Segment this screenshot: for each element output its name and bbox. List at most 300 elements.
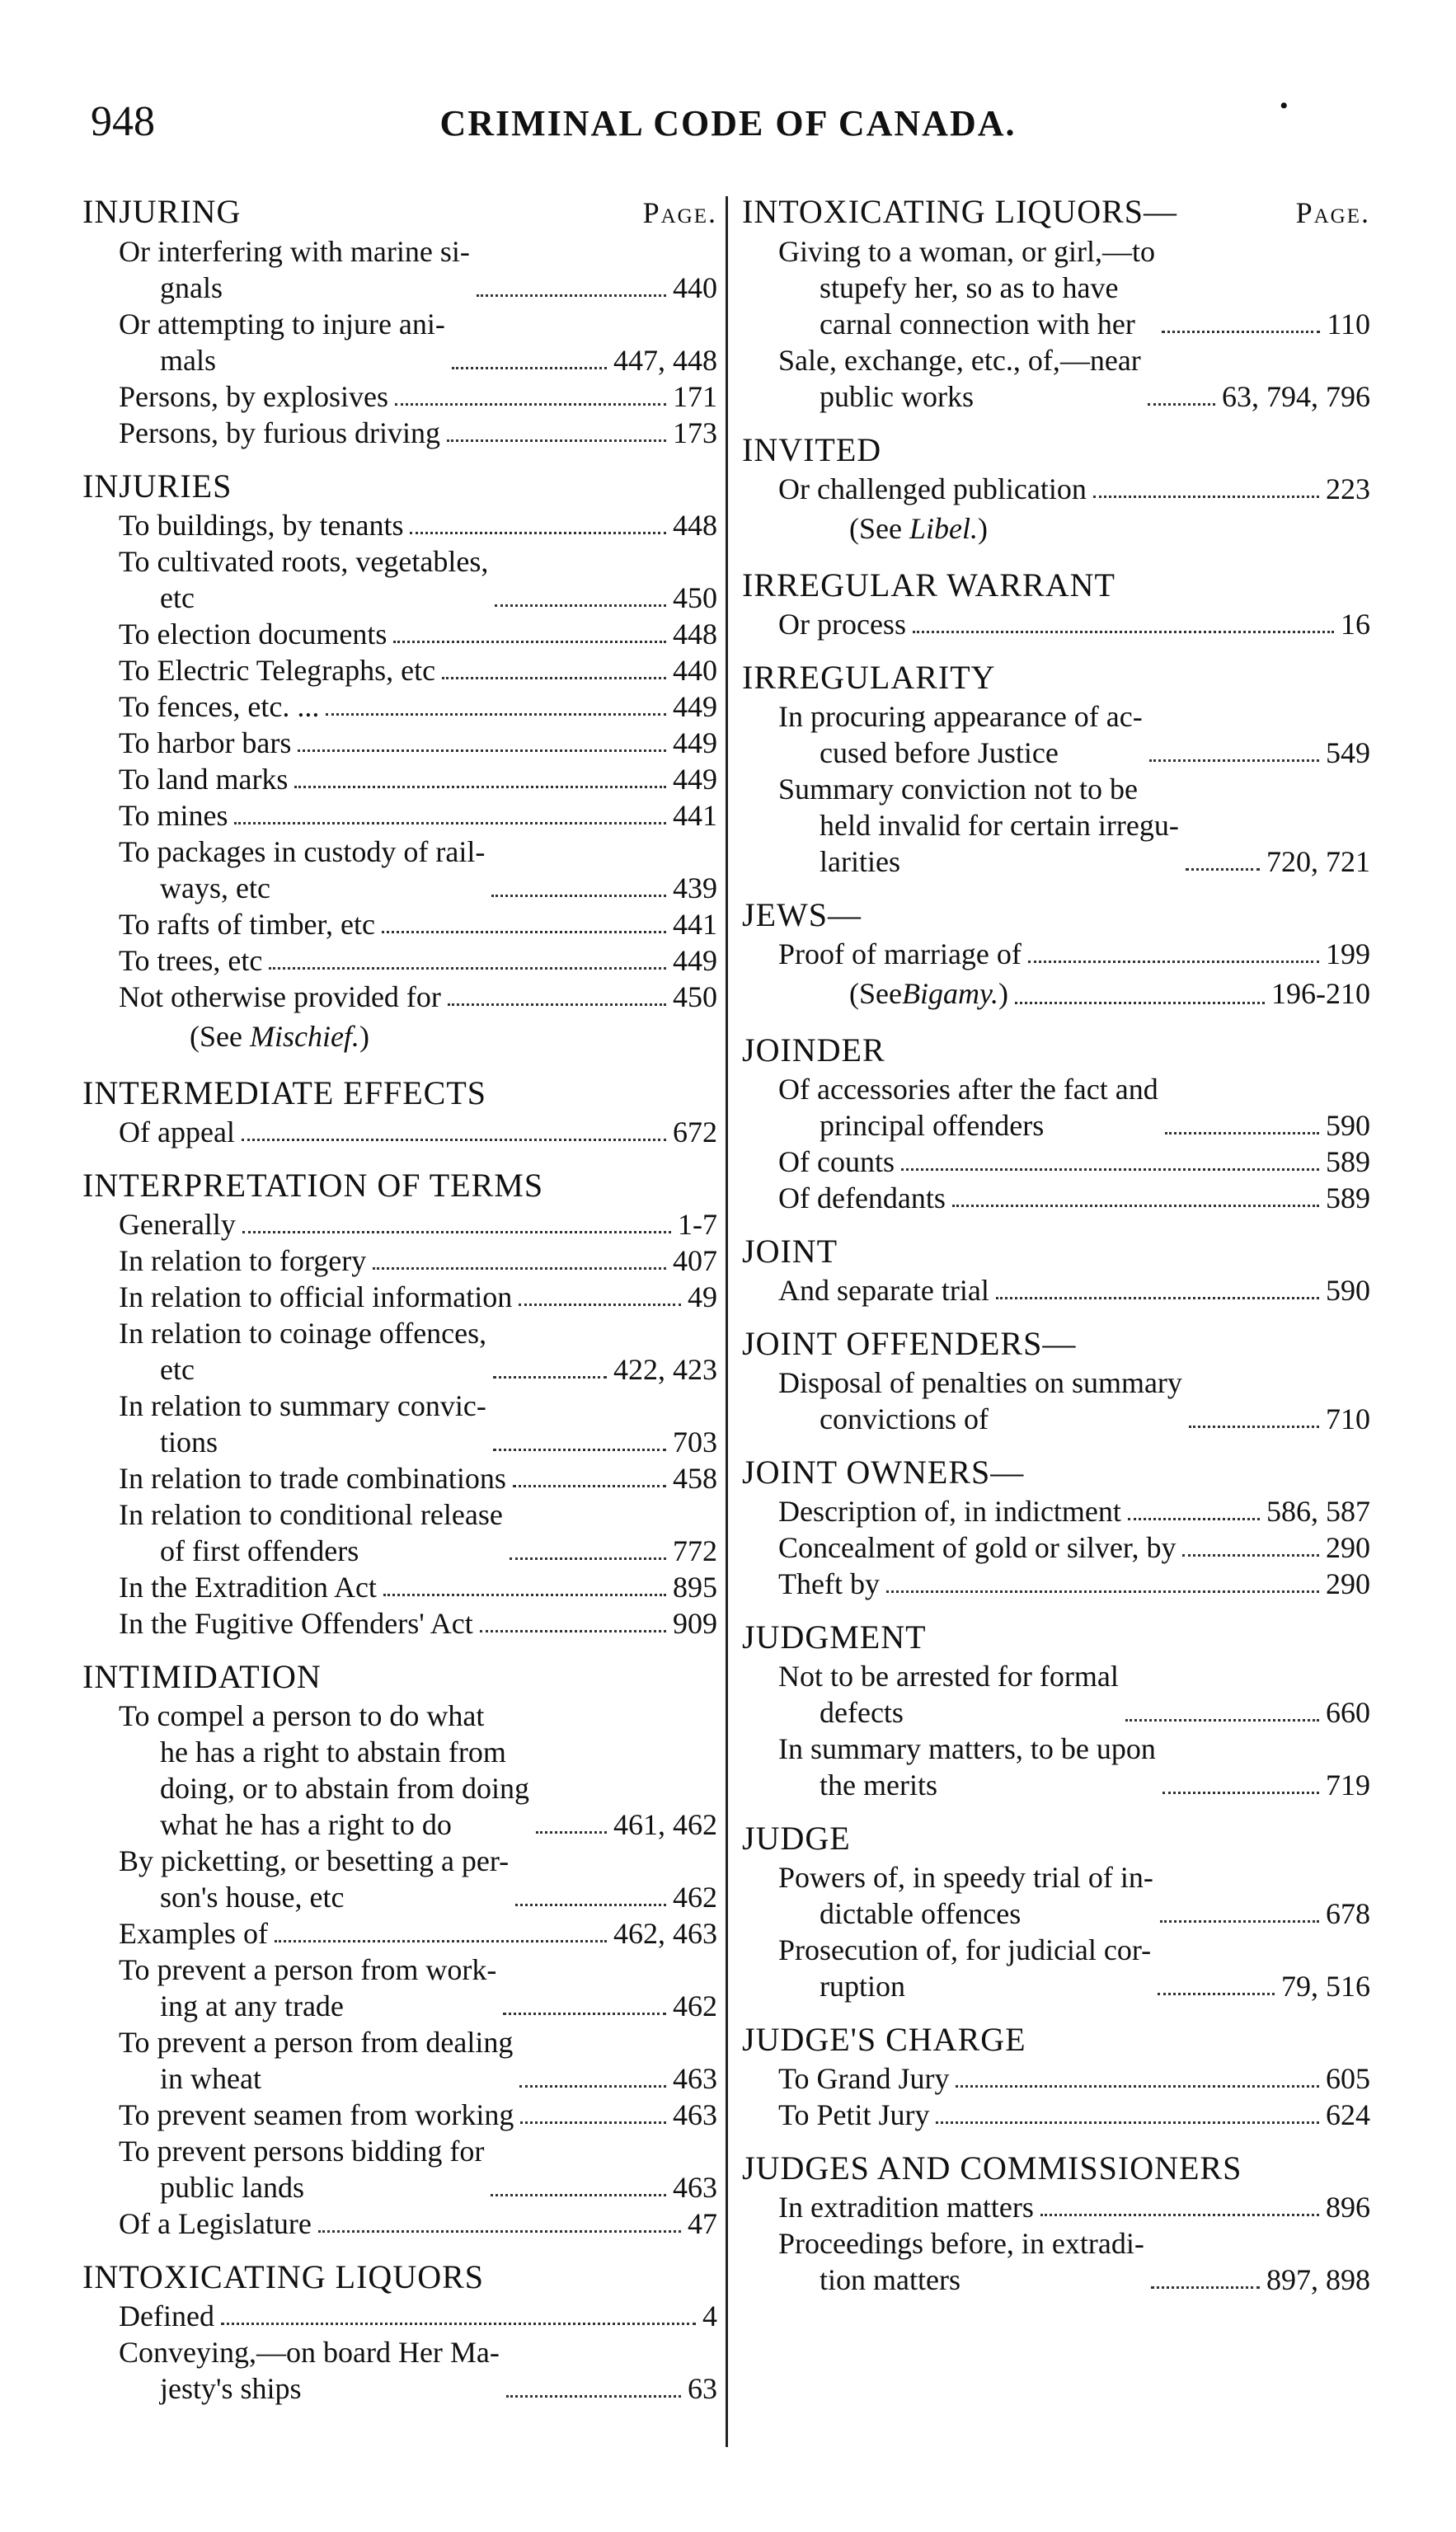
entry-text (778, 2225, 1144, 2298)
dot-leader (956, 2085, 1319, 2088)
index-entry (742, 1272, 1370, 1308)
dot-leader (952, 1205, 1319, 1207)
dot-leader (506, 2395, 681, 2398)
page-reference: 441 (673, 799, 717, 832)
column-divider (726, 196, 728, 2447)
index-section (742, 2148, 1370, 2298)
entry-line: To prevent seamen from working (119, 2098, 514, 2131)
entry-line: In relation to summary convic- (119, 1389, 486, 1422)
dot-leader (477, 294, 666, 297)
section-heading (742, 657, 1370, 698)
entry-line: To rafts of timber, etc (119, 908, 375, 941)
section-heading (742, 2148, 1370, 2189)
index-section (742, 1323, 1370, 1437)
see-close: ) (977, 512, 988, 545)
entry-text (778, 1365, 1182, 1437)
see-label: (See (849, 512, 909, 545)
page-header (0, 92, 1456, 155)
index-entry (742, 2097, 1370, 2133)
page-reference: 110 (1327, 308, 1370, 341)
index-entry (742, 1529, 1370, 1566)
dot-leader (520, 2121, 666, 2124)
section-heading (742, 1818, 1370, 1859)
page-reference: 463 (673, 2171, 717, 2204)
entry-line: Disposal of penalties on summary (778, 1366, 1182, 1399)
entry-line: Giving to a woman, or girl,—to (778, 235, 1155, 268)
entry-line: Of appeal (119, 1116, 235, 1149)
index-section (742, 1452, 1370, 1602)
index-section (742, 1030, 1370, 1216)
page-reference: 463 (673, 2098, 717, 2131)
index-entry (82, 415, 717, 451)
section-heading (742, 2019, 1370, 2060)
dot-leader (447, 439, 666, 442)
entry-line: To prevent a person from dealing (119, 2026, 514, 2059)
page-reference: 4 (702, 2299, 717, 2332)
index-section (82, 1073, 717, 1150)
index-entry (82, 543, 717, 616)
entry-line: ruption (820, 1970, 905, 2003)
heading-text: INTIMIDATION (82, 1658, 322, 1695)
page-reference: 678 (1326, 1897, 1370, 1930)
index-section (742, 565, 1370, 642)
entry-text (778, 1180, 946, 1216)
entry-text (119, 906, 375, 942)
entry-text (778, 2060, 949, 2097)
page-reference: 462 (673, 1989, 717, 2022)
dot-leader (452, 367, 607, 369)
section-heading (742, 895, 1370, 936)
page-reference: 458 (673, 1462, 717, 1495)
entry-line: To compel a person to do what (119, 1699, 485, 1732)
dot-leader (1182, 1554, 1319, 1557)
dot-leader (1148, 403, 1215, 406)
page-reference: 199 (1326, 937, 1370, 970)
heading-text: INTOXICATING LIQUORS— (742, 193, 1178, 230)
index-entry (82, 2097, 717, 2133)
entry-text (119, 616, 387, 652)
entry-text (778, 1493, 1121, 1529)
entry-line: Persons, by explosives (119, 380, 388, 413)
dot-leader (503, 2013, 666, 2015)
entry-line: mals (160, 344, 216, 377)
entry-line: To Electric Telegraphs, etc (119, 654, 436, 687)
section-heading (82, 2257, 717, 2298)
dot-leader (318, 2230, 681, 2233)
section-heading (742, 1030, 1370, 1071)
entry-line: In relation to conditional release (119, 1498, 503, 1531)
entry-line: ing at any trade (160, 1989, 344, 2022)
entry-line: In relation to coinage offences, (119, 1317, 487, 1350)
entry-line: In summary matters, to be upon (778, 1732, 1156, 1765)
entry-line: cused before Justice (820, 736, 1059, 769)
dot-leader (1093, 496, 1319, 498)
index-entry (82, 979, 717, 1015)
entry-line: In relation to official information (119, 1280, 513, 1313)
entry-text (119, 1843, 509, 1915)
entry-line: public works (820, 380, 974, 413)
index-section (742, 1231, 1370, 1308)
entry-text (119, 1460, 506, 1496)
page-reference: 720, 721 (1266, 845, 1370, 878)
entry-text (778, 2097, 929, 2133)
entry-line: defects (820, 1696, 904, 1729)
index-entry (82, 761, 717, 797)
page-reference: 290 (1326, 1531, 1370, 1564)
dot-leader (536, 1831, 607, 1834)
entry-line: what he has a right to do (160, 1808, 452, 1841)
index-entry (82, 2024, 717, 2097)
entry-text (778, 342, 1141, 415)
see-close: ) (359, 1020, 369, 1053)
dot-leader (269, 967, 666, 970)
entry-text (119, 507, 403, 543)
entry-line: In the Fugitive Offenders' Act (119, 1607, 473, 1640)
entry-line: dictable offences (820, 1897, 1022, 1930)
page-reference: 710 (1326, 1402, 1370, 1435)
entry-line: In the Extradition Act (119, 1571, 377, 1604)
page-column-label: Page. (1295, 196, 1370, 229)
page-reference: 897, 898 (1266, 2263, 1370, 2296)
dot-leader (1149, 759, 1319, 762)
dot-leader (519, 1304, 681, 1306)
index-entry (82, 233, 717, 306)
page-reference: 1-7 (678, 1208, 717, 1241)
heading-text: IRREGULARITY (742, 659, 996, 696)
entry-line: gnals (160, 271, 223, 304)
entry-line: in wheat (160, 2062, 261, 2095)
entry-text (778, 233, 1155, 342)
index-entry (742, 771, 1370, 880)
entry-text (119, 688, 319, 725)
page-reference: 448 (673, 509, 717, 542)
dot-leader (493, 1376, 607, 1379)
page-reference: 909 (673, 1607, 717, 1640)
entry-line: carnal connection with her (820, 308, 1135, 341)
index-entry (742, 1859, 1370, 1932)
page-reference: 422, 423 (613, 1353, 717, 1386)
entry-line: To prevent persons bidding for (119, 2135, 485, 2168)
see-reference: Libel. (909, 512, 978, 545)
index-entry (82, 1114, 717, 1150)
entry-text (119, 415, 440, 451)
index-entry (742, 2189, 1370, 2225)
dot-leader (395, 403, 666, 406)
index-entry (82, 1569, 717, 1605)
entry-text (778, 698, 1143, 771)
page-reference: 441 (673, 908, 717, 941)
entry-line: Prosecution of, for judicial cor- (778, 1933, 1152, 1966)
entry-text (119, 942, 262, 979)
section-heading (742, 1323, 1370, 1365)
entry-text (778, 1071, 1158, 1144)
index-entry (82, 378, 717, 415)
index-section (742, 1818, 1370, 2004)
entry-text (119, 543, 488, 616)
entry-text (778, 1529, 1176, 1566)
index-entry (82, 1279, 717, 1315)
page-reference: 660 (1326, 1696, 1370, 1729)
page-reference: 449 (673, 726, 717, 759)
dot-leader (493, 1449, 666, 1451)
entry-line: To prevent a person from work- (119, 1953, 497, 1986)
dot-leader (1162, 331, 1320, 333)
dot-leader (495, 604, 666, 607)
entry-text (119, 1952, 496, 2024)
entry-line: To Grand Jury (778, 2062, 950, 2095)
page-reference: 590 (1326, 1274, 1370, 1307)
section-heading (742, 565, 1370, 606)
page-reference: 549 (1326, 736, 1370, 769)
dot-leader (442, 677, 666, 679)
page-reference: 895 (673, 1571, 717, 1604)
entry-text (119, 2024, 513, 2097)
entry-line: of first offenders (160, 1534, 359, 1567)
entry-line: Description of, in indictment (778, 1495, 1121, 1528)
entry-text (119, 2097, 514, 2133)
entry-line: Not to be arrested for formal (778, 1660, 1119, 1693)
right-column (742, 191, 1370, 2298)
dot-leader (1158, 1993, 1275, 1995)
heading-text: INTERMEDIATE EFFECTS (82, 1074, 486, 1111)
page-reference: 462, 463 (613, 1917, 717, 1950)
stray-dot: • (1280, 92, 1289, 120)
entry-line: To mines (119, 799, 228, 832)
heading-text: INTERPRETATION OF TERMS (82, 1167, 544, 1204)
entry-line: To harbor bars (119, 726, 292, 759)
entry-line: public lands (160, 2171, 304, 2204)
page-reference: 772 (673, 1534, 717, 1567)
page-reference: 173 (673, 416, 717, 449)
entry-text (778, 1144, 895, 1180)
entry-text (119, 1496, 503, 1569)
index-section (742, 430, 1370, 550)
entry-line: To Petit Jury (778, 2098, 930, 2131)
dot-leader (410, 532, 666, 534)
entry-text (119, 1114, 235, 1150)
entry-line: In relation to forgery (119, 1244, 367, 1277)
index-entry (82, 1206, 717, 1243)
entry-text (119, 1243, 366, 1279)
index-section (82, 191, 717, 451)
see-page-reference: 196-210 (1271, 977, 1370, 1010)
index-entry (82, 942, 717, 979)
index-entry (742, 1180, 1370, 1216)
entry-line: Powers of, in speedy trial of in- (778, 1861, 1153, 1894)
index-section (82, 2257, 717, 2407)
index-entry (82, 1460, 717, 1496)
page-reference: 16 (1341, 608, 1370, 641)
entry-line: Conveying,—on board Her Ma- (119, 2336, 500, 2369)
entry-line: he has a right to abstain from (160, 1736, 506, 1769)
index-entry (742, 1365, 1370, 1437)
page-reference: 450 (673, 581, 717, 614)
index-entry (82, 1496, 717, 1569)
index-entry (742, 1493, 1370, 1529)
entry-text (119, 2298, 214, 2334)
entry-text (119, 1698, 529, 1843)
entry-text (119, 1206, 236, 1243)
heading-text: INJURING (82, 193, 242, 230)
index-section (82, 1165, 717, 1642)
left-column (82, 191, 717, 2407)
index-entry (82, 1315, 717, 1388)
page-reference: 63, 794, 796 (1222, 380, 1370, 413)
see-label: (See (190, 1020, 250, 1053)
index-entry (82, 2334, 717, 2407)
entry-text (119, 761, 288, 797)
entry-text (778, 1859, 1153, 1932)
heading-text: JUDGE'S CHARGE (742, 2021, 1026, 2058)
entry-line: Or process (778, 608, 906, 641)
index-entry (82, 1843, 717, 1915)
entry-line: stupefy her, so as to have (820, 271, 1119, 304)
page-reference: 440 (673, 654, 717, 687)
page-reference: 624 (1326, 2098, 1370, 2131)
entry-line: Sale, exchange, etc., of,—near (778, 344, 1141, 377)
heading-text: JUDGE (742, 1820, 851, 1857)
dot-leader (1186, 868, 1260, 871)
dot-leader (491, 2194, 666, 2196)
entry-text (778, 1272, 989, 1308)
heading-text: JUDGMENT (742, 1618, 927, 1656)
page-reference: 449 (673, 690, 717, 723)
entry-line: Proceedings before, in extradi- (778, 2227, 1144, 2260)
dot-leader (393, 641, 666, 643)
page-reference: 171 (673, 380, 717, 413)
entry-line: To cultivated roots, vegetables, (119, 545, 489, 578)
entry-text (119, 725, 291, 761)
section-heading (82, 191, 717, 233)
section-heading (82, 1165, 717, 1206)
index-entry (742, 2060, 1370, 2097)
entry-text (778, 771, 1179, 880)
entry-line: To packages in custody of rail- (119, 835, 486, 868)
entry-line: Of counts (778, 1145, 895, 1178)
entry-line: etc (160, 1353, 195, 1386)
page-reference: 449 (673, 944, 717, 977)
page-reference: 589 (1326, 1145, 1370, 1178)
entry-line: To fences, etc. ... (119, 690, 320, 723)
see-also (742, 972, 1370, 1015)
page-reference: 461, 462 (613, 1808, 717, 1841)
dot-leader (294, 786, 666, 788)
entry-line: To election documents (119, 618, 387, 651)
entry-line: Or challenged publication (778, 472, 1087, 505)
entry-text (119, 2133, 484, 2206)
index-entry (742, 1144, 1370, 1180)
index-entry (82, 507, 717, 543)
entry-text (119, 233, 470, 306)
page-reference: 703 (673, 1426, 717, 1459)
entry-text (778, 1658, 1119, 1731)
index-entry (82, 1952, 717, 2024)
section-heading (742, 1231, 1370, 1272)
entry-text (119, 306, 445, 378)
index-entry (742, 1658, 1370, 1731)
index-entry (82, 906, 717, 942)
dot-leader (326, 713, 666, 716)
dot-leader (298, 749, 666, 752)
page-number: 948 (91, 98, 155, 145)
index-entry (82, 652, 717, 688)
entry-line: Generally (119, 1208, 236, 1241)
entry-line: To land marks (119, 763, 289, 796)
page-reference: 449 (673, 763, 717, 796)
entry-text (778, 936, 1022, 972)
entry-line: And separate trial (778, 1274, 989, 1307)
page-reference: 290 (1326, 1567, 1370, 1600)
index-entry (742, 1071, 1370, 1144)
section-heading (742, 1452, 1370, 1493)
page-reference: 447, 448 (613, 344, 717, 377)
entry-text (119, 2206, 312, 2242)
entry-line: son's house, etc (160, 1881, 345, 1914)
index-entry (82, 1698, 717, 1843)
dot-leader (1125, 1719, 1319, 1722)
entry-line: To buildings, by tenants (119, 509, 404, 542)
index-entry (82, 1605, 717, 1642)
dot-leader (1015, 1002, 1265, 1004)
see-reference: Mischief. (249, 1020, 359, 1053)
entry-line: Summary conviction not to be (778, 773, 1138, 806)
entry-line: Of accessories after the fact and (778, 1073, 1158, 1106)
dot-leader (886, 1590, 1319, 1593)
dot-leader (510, 1557, 666, 1560)
index-entry (742, 233, 1370, 342)
entry-text (778, 1932, 1151, 2004)
entry-line: convictions of (820, 1402, 989, 1435)
entry-text (119, 1915, 268, 1952)
entry-text (778, 1731, 1156, 1803)
dot-leader (901, 1168, 1319, 1171)
see-also (742, 507, 1370, 550)
see-close: ) (998, 977, 1008, 1010)
dot-leader (1162, 1792, 1319, 1794)
index-entry (742, 936, 1370, 972)
index-entry (742, 342, 1370, 415)
entry-line: In extradition matters (778, 2191, 1034, 2224)
section-heading (82, 1073, 717, 1114)
dot-leader (491, 895, 666, 897)
section-heading (82, 466, 717, 507)
index-entry (742, 471, 1370, 507)
page-reference: 450 (673, 980, 717, 1013)
entry-text (119, 1569, 377, 1605)
page-reference: 605 (1326, 2062, 1370, 2095)
entry-line: Not otherwise provided for (119, 980, 441, 1013)
entry-text (119, 652, 435, 688)
entry-line: Theft by (778, 1567, 880, 1600)
dot-leader (1160, 1920, 1319, 1923)
entry-text (778, 2189, 1034, 2225)
dot-leader (913, 631, 1334, 633)
page-reference: 589 (1326, 1181, 1370, 1214)
dot-leader (382, 931, 666, 933)
index-entry (82, 834, 717, 906)
entry-line: Of defendants (778, 1181, 946, 1214)
index-entry (82, 1915, 717, 1952)
entry-line: To trees, etc (119, 944, 263, 977)
entry-text (119, 834, 485, 906)
dot-leader (275, 1940, 607, 1942)
page-reference: 63 (688, 2372, 717, 2405)
entry-line: By picketting, or besetting a per- (119, 1844, 510, 1877)
dot-leader (480, 1630, 666, 1632)
entry-text (119, 2334, 500, 2407)
index-section (742, 1617, 1370, 1803)
page-reference: 79, 516 (1281, 1970, 1370, 2003)
